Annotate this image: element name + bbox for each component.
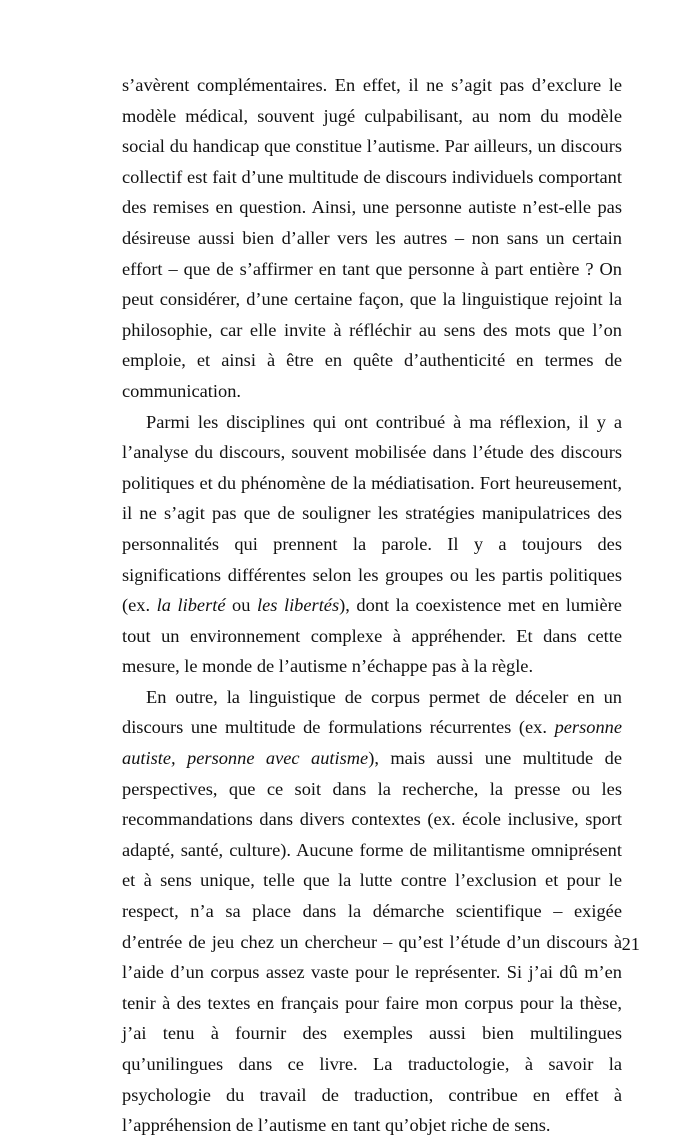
paragraph-1: [122, 70, 622, 407]
paragraph-2-text-3: ), dont la coexistence met en lumière tout un environnement complexe à appréhender. Et dans cette mesure, le monde de l’autisme n’échappe pas à la règle.: [122, 595, 622, 677]
paragraph-2: [122, 407, 622, 682]
paragraph-2-text-2: ou: [225, 595, 257, 616]
paragraph-2-italic-2: les libertés: [256, 595, 340, 616]
paragraph-3-italic-1: personne autiste, personne avec autisme: [122, 717, 622, 769]
paragraph-1-text: s’avèrent complémentaires. En effet, il ne s’agit pas d’exclure le modèle médical, souvent jugé culpabilisant, au nom du modèle social du handicap que constitue l’autisme. Par ailleurs, un discours collectif est fait d’une multitude de discours individuels comportant des remises en question. Ainsi, une personne autiste n’est-elle pas désireuse aussi bien d’aller vers les autres – non sans un certain effort – que de s’affirmer en tant que personne à part entière ? On peut considérer, d’une certaine façon, que la linguistique rejoint la philosophie, car elle invite à réfléchir au sens des mots que l’on emploie, et ainsi à être en quête d’authenticité en termes de communication.: [122, 75, 622, 401]
paragraph-2-text-1: Parmi les disciplines qui ont contribué à ma réflexion, il y a l’analyse du discours, souvent mobilisée dans l’étude des discours politiques et du phénomène de la médiatisation. Fort heureusement, il ne s’agit pas que de souligner les stratégies manipulatrices des personnalités qui prennent la parole. Il y a toujours des significations différentes selon les groupes ou les partis politiques (ex.: [122, 411, 622, 616]
paragraph-2-italic-1: la liberté: [156, 595, 226, 616]
paragraph-3-text-1: En outre, la linguistique de corpus permet de déceler en un discours une multitude de formulations récurrentes (ex.: [122, 686, 622, 738]
body-text: [122, 70, 622, 1141]
page-number: 21: [621, 934, 640, 954]
paragraph-3-text-2: ), mais aussi une multitude de perspectives, que ce soit dans la recherche, la presse ou les recommandations dans divers contextes (ex. école inclusive, sport adapté, santé, culture). Aucune forme de militantisme omniprésent et à sens unique, telle que la lutte contre l’exclusion et pour le respect, n’a sa place dans la démarche scientifique – exigée d’entrée de jeu chez un chercheur – qu’est l’étude d’un discours à l’aide d’un corpus assez vaste pour le représenter. Si j’ai dû m’en tenir à des textes en français pour faire mon corpus pour la thèse, j’ai tenu à fournir des exemples aussi bien multilingues qu’unilingues dans ce livre. La traductologie, à savoir la psychologie du travail de traduction, contribue en effet à l’appréhension de l’autisme en tant qu’objet riche de sens.: [122, 748, 622, 1136]
paragraph-3: [122, 682, 622, 1141]
